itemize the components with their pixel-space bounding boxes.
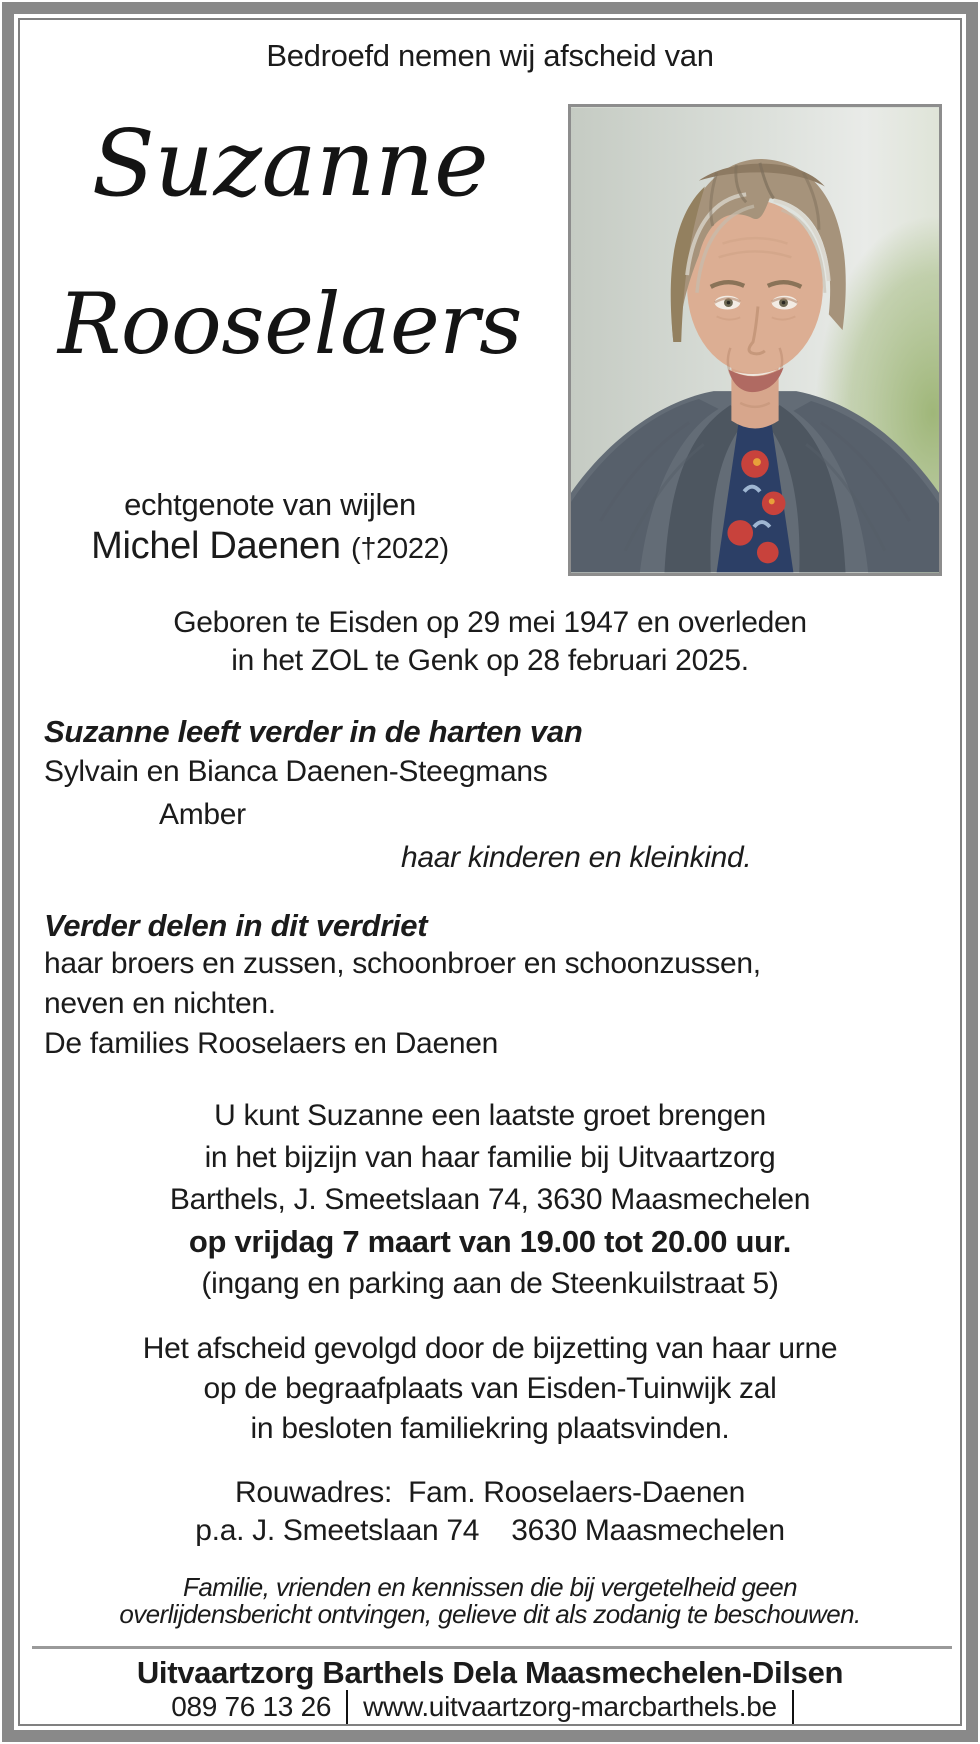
spouse-block (0, 486, 540, 571)
funeral-home-name: Uitvaartzorg Barthels Dela Maasmechelen-Dilsen (136, 1655, 844, 1690)
farewell-section (44, 1095, 936, 1305)
website-url: www.uitvaartzorg-marcbarthels.be (363, 1691, 777, 1722)
remembrance-section (44, 714, 936, 879)
deceased-name (20, 96, 560, 373)
notice-line-2: overlijdensbericht ontvingen, gelieve dit als zodanig te beschouwen. (119, 1599, 861, 1629)
phone-number: 089 76 13 26 (171, 1691, 332, 1722)
birth-death-line-1: Geboren te Eisden op 29 mei 1947 en overleden (173, 606, 807, 639)
portrait-illustration (571, 107, 939, 573)
farewell-line-1: U kunt Suzanne een laatste groet brengen (214, 1099, 766, 1132)
burial-line-2: op de begraafplaats van Eisden-Tuinwijk zal (203, 1372, 777, 1405)
portrait-photo (568, 104, 942, 576)
burial-line-1: Het afscheid gevolgd door de bijzetting van haar urne (142, 1332, 838, 1365)
footer-divider-rule (32, 1646, 952, 1649)
mourning-line-3: De families Rooselaers en Daenen (44, 1027, 498, 1060)
address-line-1: Rouwadres: Fam. Rooselaers-Daenen (234, 1476, 746, 1509)
farewell-line-2: in het bijzijn van haar familie bij Uitvaartzorg (204, 1141, 776, 1174)
burial-section (44, 1329, 936, 1449)
burial-line-3: in besloten familiekring plaatsvinden. (250, 1412, 730, 1445)
remembrance-heading: Suzanne leeft verder in de harten van (44, 714, 583, 749)
mourning-line-2: neven en nichten. (44, 987, 276, 1020)
birth-death-line-2: in het ZOL te Genk op 28 februari 2025. (231, 644, 749, 677)
footer-contact (0, 1690, 980, 1724)
mourning-heading: Verder delen in dit verdriet (44, 908, 428, 943)
mourning-line-1: haar broers en zussen, schoonbroer en schoonzussen, (44, 947, 761, 980)
divider-bar-icon (792, 1690, 794, 1724)
notice-section (44, 1574, 936, 1628)
notice-line-1: Familie, vrienden en kennissen die bij vergetelheid geen (183, 1572, 797, 1602)
remembrance-line-2: Amber (159, 798, 246, 831)
remembrance-line-1: Sylvain en Bianca Daenen-Steegmans (44, 755, 548, 788)
life-dates (44, 604, 936, 680)
spouse-passing-year: (†2022) (350, 533, 449, 565)
farewell-datetime: op vrijdag 7 maart van 19.00 tot 20.00 uur. (188, 1224, 792, 1259)
farewell-parking-note: (ingang en parking aan de Steenkuilstraat 5) (201, 1267, 779, 1300)
mourning-section (44, 908, 936, 1064)
remembrance-closing: haar kinderen en kleinkind. (401, 841, 752, 874)
last-name: Rooselaers (57, 275, 523, 373)
divider-bar-icon (346, 1690, 348, 1724)
relation-line: echtgenote van wijlen (124, 487, 416, 522)
spouse-name-line (0, 524, 540, 571)
mourning-address (44, 1474, 936, 1550)
first-name: Suzanne (91, 110, 489, 217)
spouse-name: Michel Daenen (91, 525, 341, 567)
farewell-line-3: Barthels, J. Smeetslaan 74, 3630 Maasmechelen (169, 1183, 811, 1216)
intro-line: Bedroefd nemen wij afscheid van (266, 38, 714, 73)
address-line-2: p.a. J. Smeetslaan 74 3630 Maasmechelen (195, 1514, 785, 1547)
